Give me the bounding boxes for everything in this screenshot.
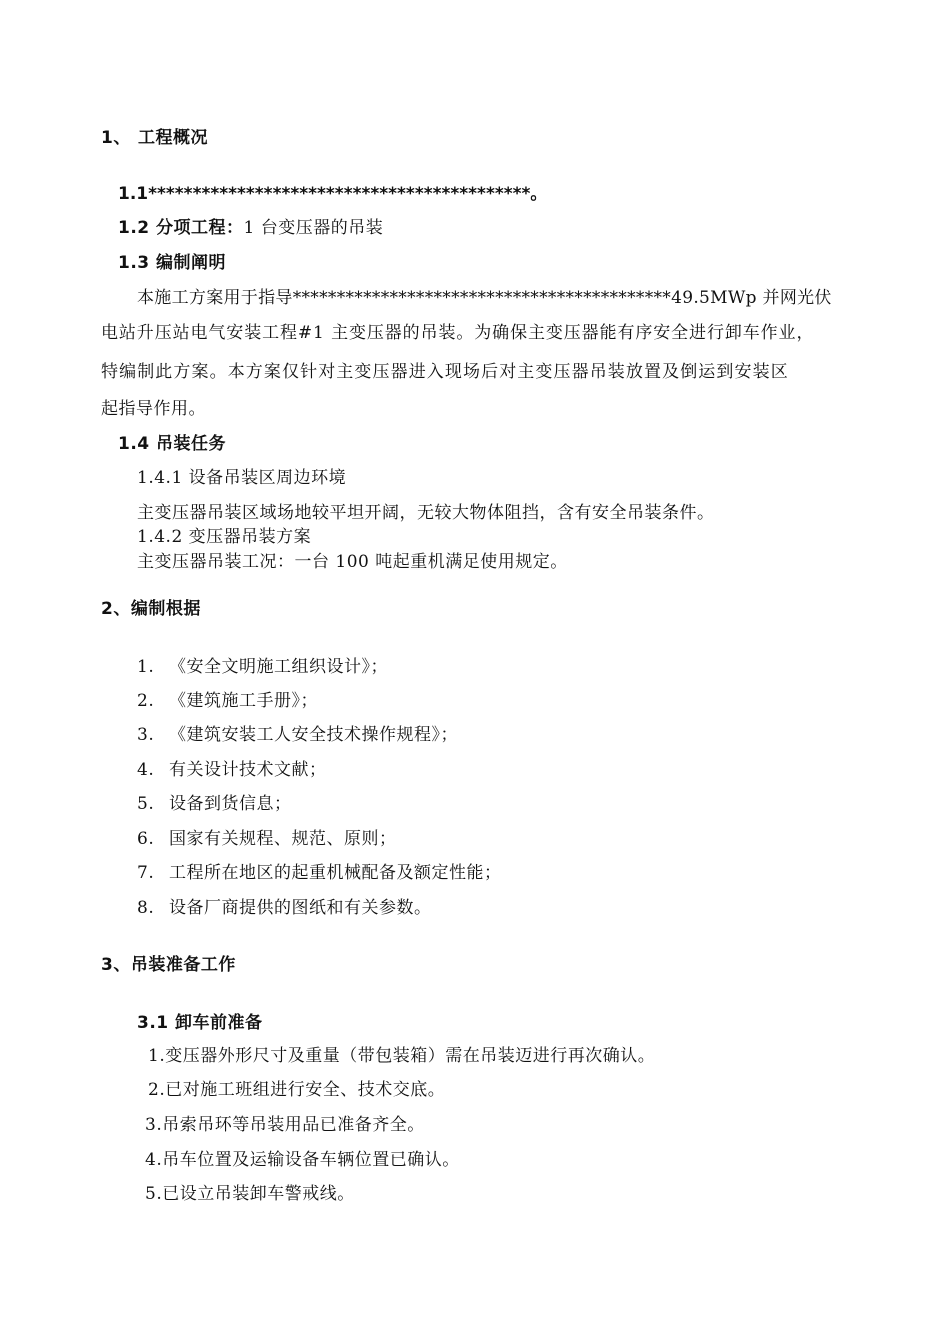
reference-item-4-number: 4.	[137, 760, 155, 780]
reference-item-3-number: 3.	[137, 725, 155, 745]
section-3-heading: 3、吊装准备工作	[101, 955, 236, 975]
reference-item-3-text: 《建筑安装工人安全技术操作规程》；	[169, 725, 458, 745]
paragraph-line-4: 起指导作用。	[101, 399, 206, 419]
reference-item-8-text: 设备厂商提供的图纸和有关参数。	[169, 898, 432, 918]
reference-item-6-text: 国家有关规程、规范、原则；	[169, 829, 397, 849]
prep-item-1: 1.变压器外形尺寸及重量（带包装箱）需在吊装迈进行再次确认。	[148, 1046, 656, 1066]
subsection-1-2	[118, 216, 383, 240]
section-1-number: 1、	[101, 128, 131, 148]
reference-item-8-number: 8.	[137, 898, 155, 918]
reference-item-5-text: 设备到货信息；	[169, 794, 292, 814]
prep-item-3: 3.吊索吊环等吊装用品已准备齐全。	[145, 1115, 425, 1135]
subsection-1-4: 1.4 吊装任务	[118, 434, 227, 454]
section-2-heading: 2、编制根据	[101, 599, 201, 619]
subsection-1-1: 1.1*******************************************。	[118, 184, 548, 204]
subsection-1-4-2: 1.4.2 变压器吊装方案	[137, 527, 312, 547]
subsection-1-4-1: 1.4.1 设备吊装区周边环境	[137, 468, 347, 488]
reference-item-6-number: 6.	[137, 829, 155, 849]
subsection-1-2-text: 1 台变压器的吊装	[243, 218, 384, 238]
subsection-1-4-1-text: 主变压器吊装区域场地较平坦开阔，无较大物体阻挡，含有安全吊装条件。	[137, 503, 715, 523]
subsection-1-2-label: 1.2 分项工程：	[118, 218, 244, 238]
subsection-1-4-2-text: 主变压器吊装工况：一台 100 吨起重机满足使用规定。	[137, 552, 568, 572]
reference-item-5-number: 5.	[137, 794, 155, 814]
reference-item-1-text: 《安全文明施工组织设计》；	[169, 657, 388, 677]
reference-item-2-number: 2.	[137, 691, 155, 711]
subsection-1-3: 1.3 编制阐明	[118, 253, 227, 273]
section-1-heading: 工程概况	[138, 128, 208, 148]
prep-item-2: 2.已对施工班组进行安全、技术交底。	[148, 1080, 446, 1100]
reference-item-7-text: 工程所在地区的起重机械配备及额定性能；	[169, 863, 502, 883]
reference-item-2-text: 《建筑施工手册》；	[169, 691, 318, 711]
reference-item-4-text: 有关设计技术文献；	[169, 760, 327, 780]
paragraph-line-2: 电站升压站电气安装工程#1 主变压器的吊装。为确保主变压器能有序安全进行卸车作业，	[101, 323, 815, 343]
reference-item-1-number: 1.	[137, 657, 155, 677]
prep-item-4: 4.吊车位置及运输设备车辆位置已确认。	[145, 1150, 460, 1170]
reference-item-7-number: 7.	[137, 863, 155, 883]
subsection-3-1: 3.1 卸车前准备	[137, 1013, 263, 1033]
paragraph-line-3: 特编制此方案。本方案仅针对主变压器进入现场后对主变压器吊装放置及倒运到安装区	[101, 362, 789, 382]
prep-item-5: 5.已设立吊装卸车警戒线。	[145, 1184, 355, 1204]
paragraph-line-1: 本施工方案用于指导*******************************************49.5MWp 并网光伏	[137, 288, 832, 308]
